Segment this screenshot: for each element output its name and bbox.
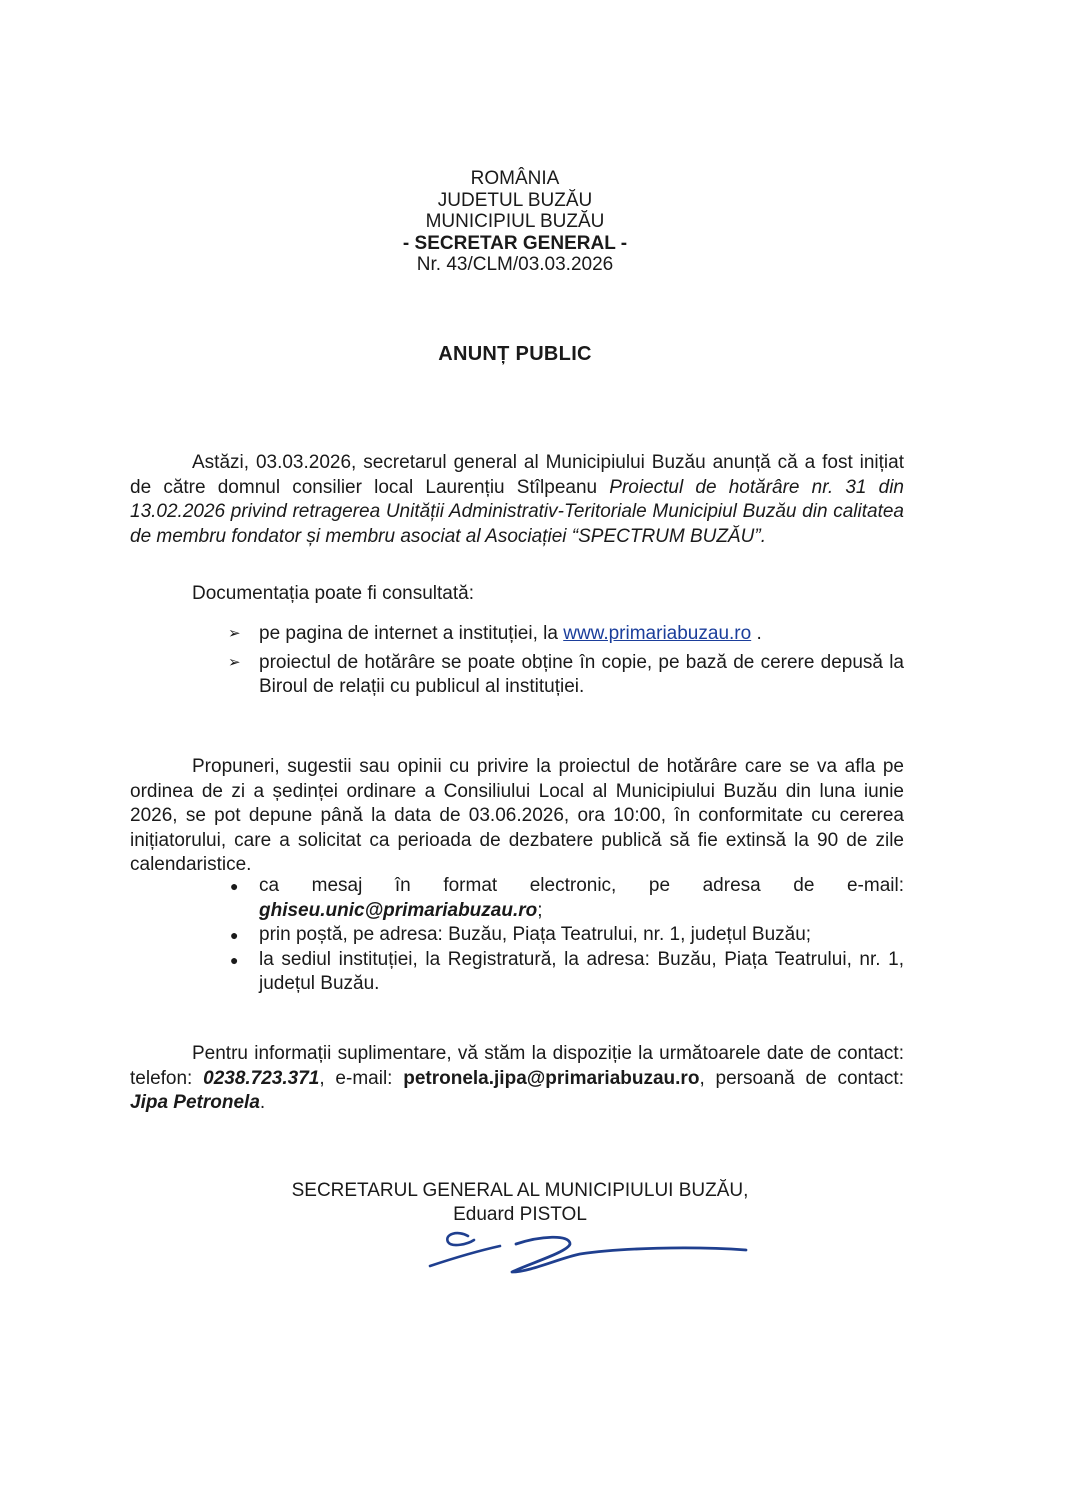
header-country: ROMÂNIA (470, 168, 560, 189)
header-reg-number: Nr. 43/CLM/03.03.2026 (416, 254, 614, 275)
contact-phone[interactable]: 0238.723.371 (203, 1067, 320, 1089)
intro-project-title: Proiectul de hotărâre nr. 31 din 13.02.2026 privind retragerea Unității Administrativ-Teritoriale Municipiul Buzău din calitatea de membru fondator și membru asociat al Asociației “SPECTRUM BUZĂU”. (130, 476, 904, 547)
list-item: ➢ proiectul de hotărâre se poate obține în copie, pe bază de cerere depusă la Biroul de relații cu publicul al instituției. (228, 651, 904, 697)
dot-bullet-icon: ● (230, 878, 239, 894)
dot-bullet-icon: ● (230, 951, 239, 968)
arrow-bullet-icon: ➢ (228, 625, 241, 642)
dot-bullet-icon: ● (230, 927, 239, 943)
contact-paragraph: Pentru informații suplimentare, vă stăm la dispoziție la următoarele date de contact: telefon: 0238.723.371, e-mail: petronela.jipa@primariabuzau.ro, persoană de contact: Jipa Petronela. (130, 1043, 904, 1113)
signature-block (270, 1179, 770, 1227)
signature-title: SECRETARUL GENERAL AL MUNICIPIULUI BUZĂU, (291, 1180, 749, 1201)
arrow-bullet-icon: ➢ (228, 653, 241, 671)
proposals-paragraph: Propuneri, sugestii sau opinii cu privire la proiectul de hotărâre care se va afla pe ordinea de zi a ședinței ordinare a Consiliului Local al Municipiului Buzău din luna iunie 2026, se pot depune până la data de 03.06.2026, ora 10:00, în conformitate cu cererea inițiatorului, care a solicitat ca perioada de dezbatere publică să fie extinsă la 90 de zile calendaristice. (130, 756, 904, 875)
submission-email[interactable]: ghiseu.unic@primariabuzau.ro (259, 899, 538, 921)
signature-name: Eduard PISTOL (453, 1204, 587, 1225)
header-county: JUDETUL BUZĂU (437, 189, 593, 211)
list-item: ● ca mesaj în format electronic, pe adresa de e-mail: ghiseu.unic@primariabuzau.ro; (230, 875, 904, 921)
website-link[interactable]: www.primariabuzau.ro (563, 623, 752, 644)
documentation-label: Documentația poate fi consultată: (192, 583, 475, 604)
list-item: ● la sediul instituției, la Registratură, la adresa: Buzău, Piața Teatrului, nr. 1, județul Buzău. (230, 948, 904, 994)
document-header (300, 168, 730, 276)
list-item: ● prin poștă, pe adresa: Buzău, Piața Teatrului, nr. 1, județul Buzău; (228, 923, 904, 948)
contact-email[interactable]: petronela.jipa@primariabuzau.ro (403, 1067, 700, 1089)
intro-paragraph (130, 451, 904, 549)
header-municipality: MUNICIPIUL BUZĂU (425, 211, 605, 232)
intro-text: Astăzi, 03.03.2026, secretarul general al Municipiului Buzău anunță că a fost inițiat de către domnul consilier local Laurențiu Stîlpeanu (130, 452, 904, 498)
documentation-list (228, 622, 904, 704)
handwritten-signature (420, 1222, 760, 1282)
header-office: - SECRETAR GENERAL - (402, 232, 628, 254)
submission-list (228, 874, 904, 997)
contact-person: Jipa Petronela (130, 1092, 260, 1113)
list-item: ➢ pe pagina de internet a instituției, la www.primariabuzau.ro . (228, 622, 904, 647)
page-title: ANUNȚ PUBLIC (438, 343, 592, 365)
